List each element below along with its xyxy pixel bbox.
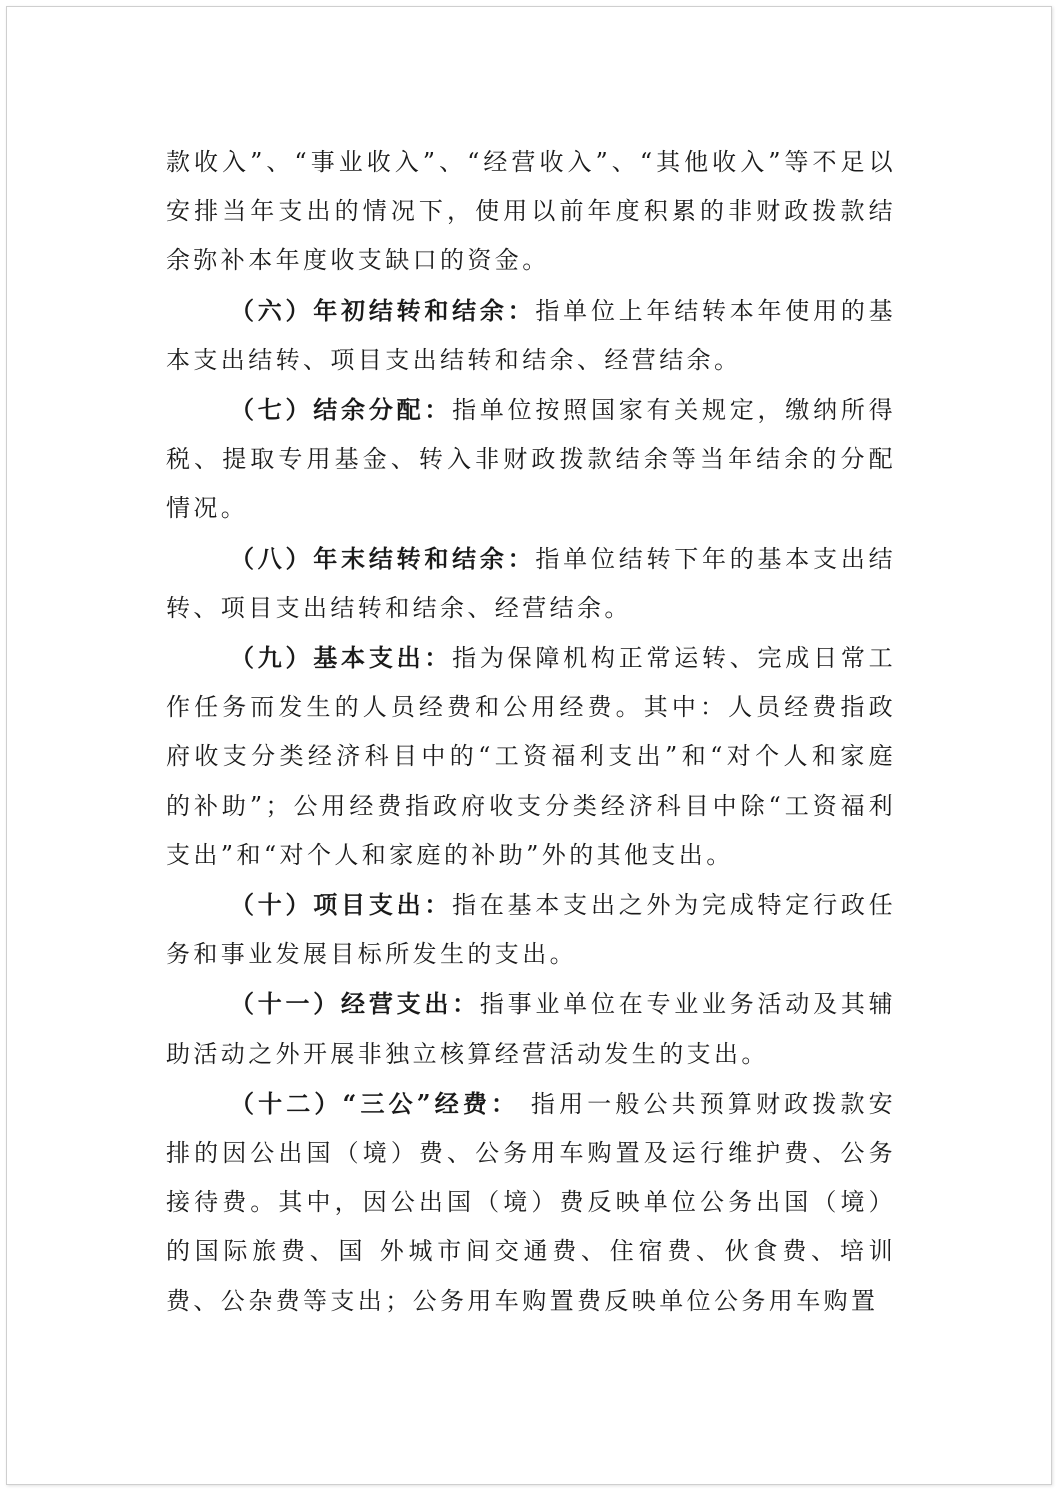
term-heading: （九）基本支出： (230, 643, 453, 673)
paragraph-basic-expenditure (166, 633, 896, 880)
term-heading: （十一）经营支出： (230, 989, 480, 1019)
paragraph-text: 指在基本支出之外为完成特定行政任务和事业发展目标所发生的支出。 (166, 891, 896, 969)
paragraph-text: 指事业单位在专业业务活动及其辅助活动之外开展非独立核算经营活动发生的支出。 (166, 990, 896, 1068)
term-heading: （八）年末结转和结余： (230, 543, 536, 573)
paragraph-three-public-expenses (166, 1079, 896, 1326)
paragraph-text: 指单位按照国家有关规定，缴纳所得税、提取专用基金、转入非财政拨款结余等当年结余的分配情况。 (166, 396, 896, 523)
paragraph-continuation (166, 138, 896, 286)
paragraph-opening-balance (166, 286, 896, 385)
paragraph-closing-balance (166, 534, 896, 633)
term-heading: （七）结余分配： (230, 395, 453, 425)
term-heading: （十）项目支出： (230, 890, 453, 920)
paragraph-project-expenditure (166, 880, 896, 979)
paragraph-text: 指单位结转下年的基本支出结转、项目支出结转和结余、经营结余。 (166, 544, 896, 622)
term-heading: （六）年初结转和结余： (230, 295, 536, 325)
document-body (166, 138, 896, 1326)
term-heading: （十二）“三公”经费： (230, 1088, 520, 1118)
paragraph-surplus-distribution (166, 385, 896, 534)
paragraph-text: 指为保障机构正常运转、完成日常工作任务而发生的人员经费和公用经费。其中：人员经费指政府收支分类经济科目中的“工资福利支出”和“对个人和家庭的补助”；公用经费指政府收支分类经济科目中除“工资福利支出”和“对个人和家庭的补助”外的其他支出。 (166, 644, 896, 869)
paragraph-operating-expenditure (166, 979, 896, 1078)
paragraph-text: 指用一般公共预算财政拨款安排的因公出国（境）费、公务用车购置及运行维护费、公务接待费。其中，因公出国（境）费反映单位公务出国（境）的国际旅费、国 外城市间交通费、住宿费、伙食费、培训费、公杂费等支出；公务用车购置费反映单位公务用车购置 (166, 1089, 896, 1315)
paragraph-text: 指单位上年结转本年使用的基本支出结转、项目支出结转和结余、经营结余。 (166, 296, 896, 374)
paragraph-text: 款收入”、“事业收入”、“经营收入”、“其他收入”等不足以安排当年支出的情况下，使用以前年度积累的非财政拨款结余弥补本年度收支缺口的资金。 (166, 148, 896, 275)
